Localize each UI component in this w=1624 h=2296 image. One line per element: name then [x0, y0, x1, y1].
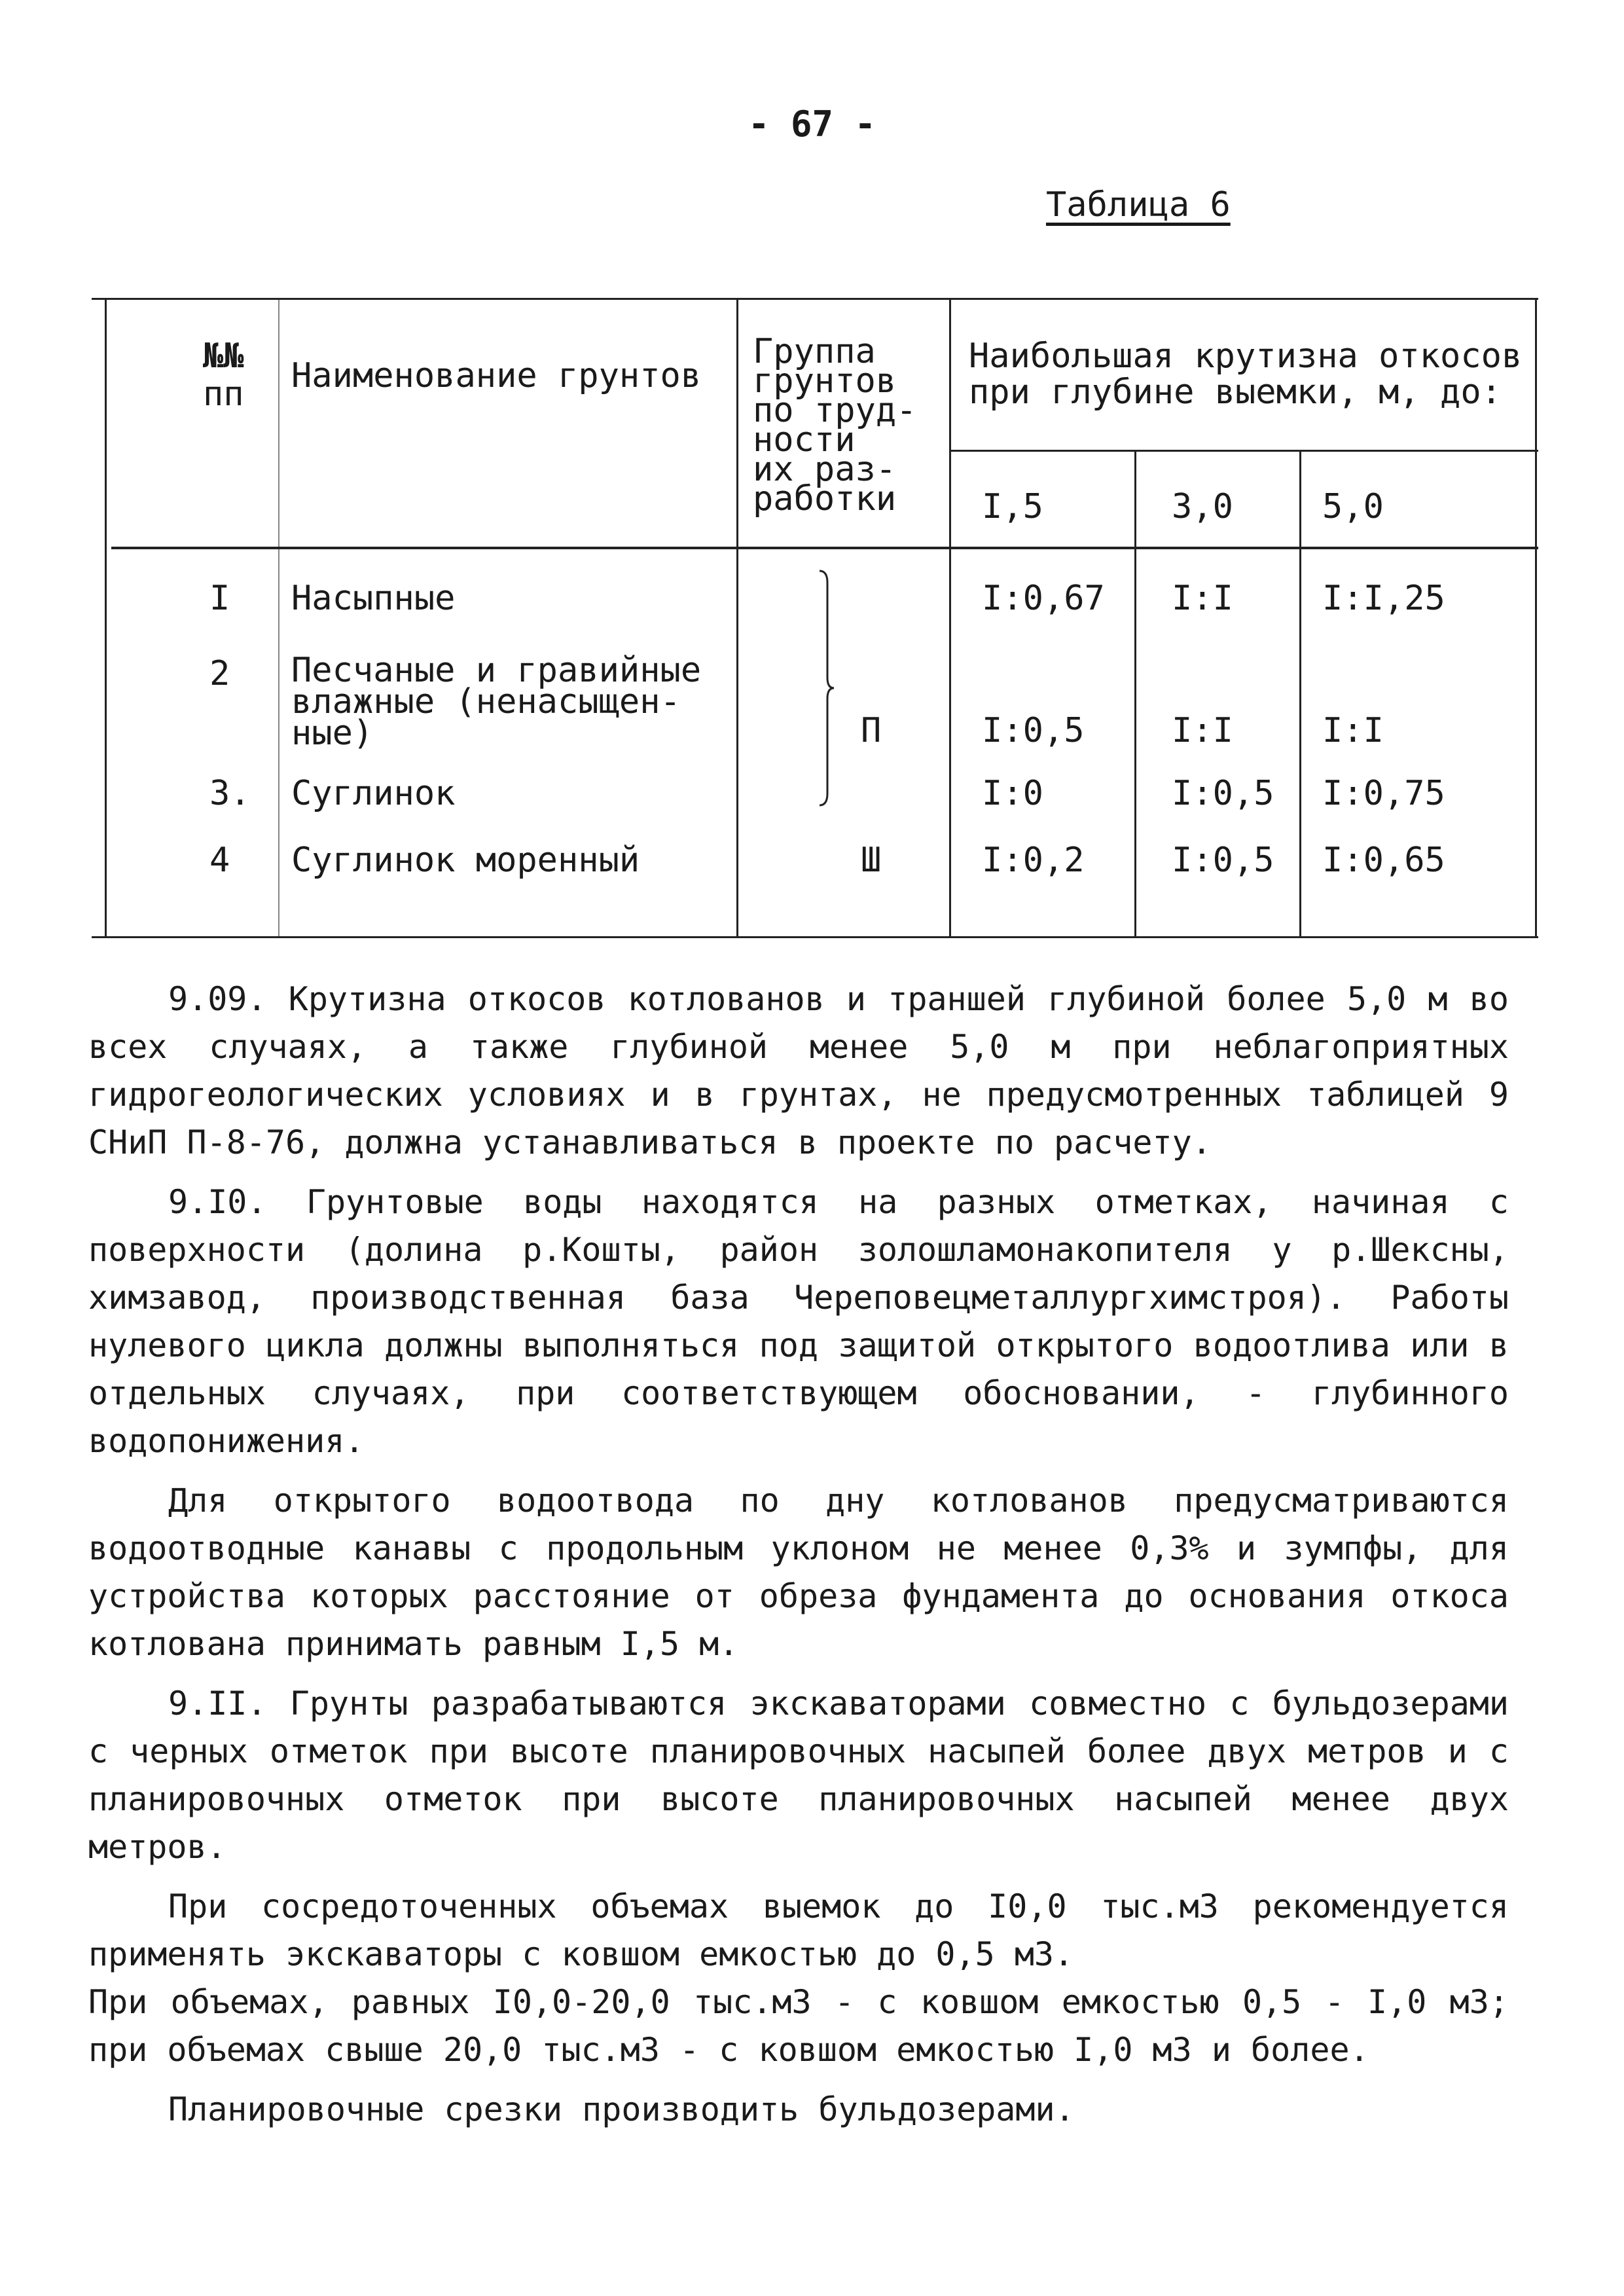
paragraph-excavator-large: При объемах, равных I0,0-20,0 тыс.м3 - с ковшом емкостью 0,5 - I,0 м3; при объемах свыше 20,0 тыс.м3 - с ковшом емкостью I,0 м3 и более.	[88, 1983, 1509, 2069]
paragraph-9-10: 9.I0. Грунтовые воды находятся на разных отметках, начиная с поверхности (долина р.Кошты, район золошламонакопителя у р.Шексны, химзавод, производственная база Череповецметаллургхимстроя). Работы нулевого цикла должны выполняться под защитой открытого водоотлива или в отдельных случаях, при соответствующем обосновании, - глубинного водопонижения.	[88, 1183, 1509, 1460]
header-group-1: Группа	[753, 332, 876, 371]
row-1-num: I	[209, 579, 230, 618]
row-3-v15: I:0	[982, 774, 1043, 813]
row-1-v30: I:I	[1172, 579, 1233, 618]
paragraph-drainage: Для открытого водоотвода по дну котлованов предусматриваются водоотводные канавы с продольным уклоном не менее 0,3% и зумпфы, для устройства которых расстояние от обреза фундамента до основания откоса котлована принимать равным I,5 м.	[88, 1482, 1509, 1663]
row-2-v50: I:I	[1322, 711, 1384, 750]
page-number: - 67 -	[748, 103, 876, 145]
row-4-name: Суглинок моренный	[291, 841, 640, 880]
header-depth-2: 3,0	[1172, 487, 1233, 526]
header-depth-1: I,5	[982, 487, 1043, 526]
table-header-rule	[111, 547, 1538, 549]
row-3-v50: I:0,75	[1322, 774, 1445, 813]
header-group-3: по труд-	[753, 391, 917, 430]
table-top-rule	[92, 298, 1538, 300]
table-caption: Таблица 6	[1046, 185, 1231, 225]
row-3-num: 3.	[209, 774, 251, 813]
row-2-v30: I:I	[1172, 711, 1233, 750]
header-steepness-1: Наибольшая крутизна откосов	[969, 337, 1523, 376]
row-2-group: П	[861, 711, 882, 750]
row-2-name-line-1: Песчаные и гравийные	[291, 651, 702, 690]
row-2-name-line-2: влажные (ненасыщен-	[291, 682, 681, 721]
header-num-2: пп	[203, 374, 244, 414]
header-depth-3: 5,0	[1322, 487, 1384, 526]
row-4-v50: I:0,65	[1322, 841, 1445, 880]
row-4-v30: I:0,5	[1172, 841, 1274, 880]
row-1-v15: I:0,67	[982, 579, 1105, 618]
paragraph-grading: Планировочные срезки производить бульдозерами.	[168, 2090, 1075, 2128]
row-2-num: 2	[209, 654, 230, 693]
header-num: №№	[203, 337, 244, 376]
header-group-2: грунтов	[753, 361, 897, 401]
header-group-5: их раз-	[753, 450, 897, 489]
col-divider-num	[278, 298, 280, 936]
paragraph-9-09: 9.09. Крутизна откосов котлованов и траншей глубиной более 5,0 м во всех случаях, а также глубиной менее 5,0 м при неблагоприятных гидрогеологических условиях и в грунтах, не предусмотренных таблицей 9 СНиП П-8-76, должна устанавливаться в проекте по расчету.	[88, 980, 1509, 1161]
body-text	[88, 975, 1509, 2134]
row-2-v15: I:0,5	[982, 711, 1085, 750]
col-divider-group	[949, 298, 951, 936]
row-3-v30: I:0,5	[1172, 774, 1274, 813]
group-brace	[818, 570, 835, 807]
col-divider-depth2	[1299, 450, 1301, 936]
table-bottom-rule	[92, 936, 1538, 938]
header-steepness-2: при глубине выемки, м, до:	[969, 373, 1502, 412]
header-group-6: работки	[753, 479, 897, 519]
row-4-v15: I:0,2	[982, 841, 1085, 880]
table-subheader-rule	[949, 450, 1538, 452]
soil-slope-table	[92, 298, 1538, 943]
row-4-group: Ш	[861, 841, 882, 880]
col-divider-name	[736, 298, 738, 936]
row-1-name: Насыпные	[291, 579, 456, 618]
table-right-border	[1535, 298, 1537, 936]
row-4-num: 4	[209, 841, 230, 880]
table-left-border	[105, 298, 107, 936]
paragraph-excavator-small: При сосредоточенных объемах выемок до I0,0 тыс.м3 рекомендуется применять экскаваторы с ковшом емкостью до 0,5 м3.	[88, 1887, 1509, 1973]
paragraph-9-11: 9.II. Грунты разрабатываются экскаваторами совместно с бульдозерами с черных отметок при высоте планировочных насыпей более двух метров и с планировочных отметок при высоте планировочных насыпей менее двух метров.	[88, 1685, 1509, 1866]
col-divider-depth1	[1134, 450, 1136, 936]
row-3-name: Суглинок	[291, 774, 456, 813]
row-1-v50: I:I,25	[1322, 579, 1445, 618]
row-2-name-line-3: ные)	[291, 714, 374, 753]
header-soil-name: Наименование грунтов	[291, 356, 702, 395]
header-group-4: ности	[753, 420, 856, 460]
